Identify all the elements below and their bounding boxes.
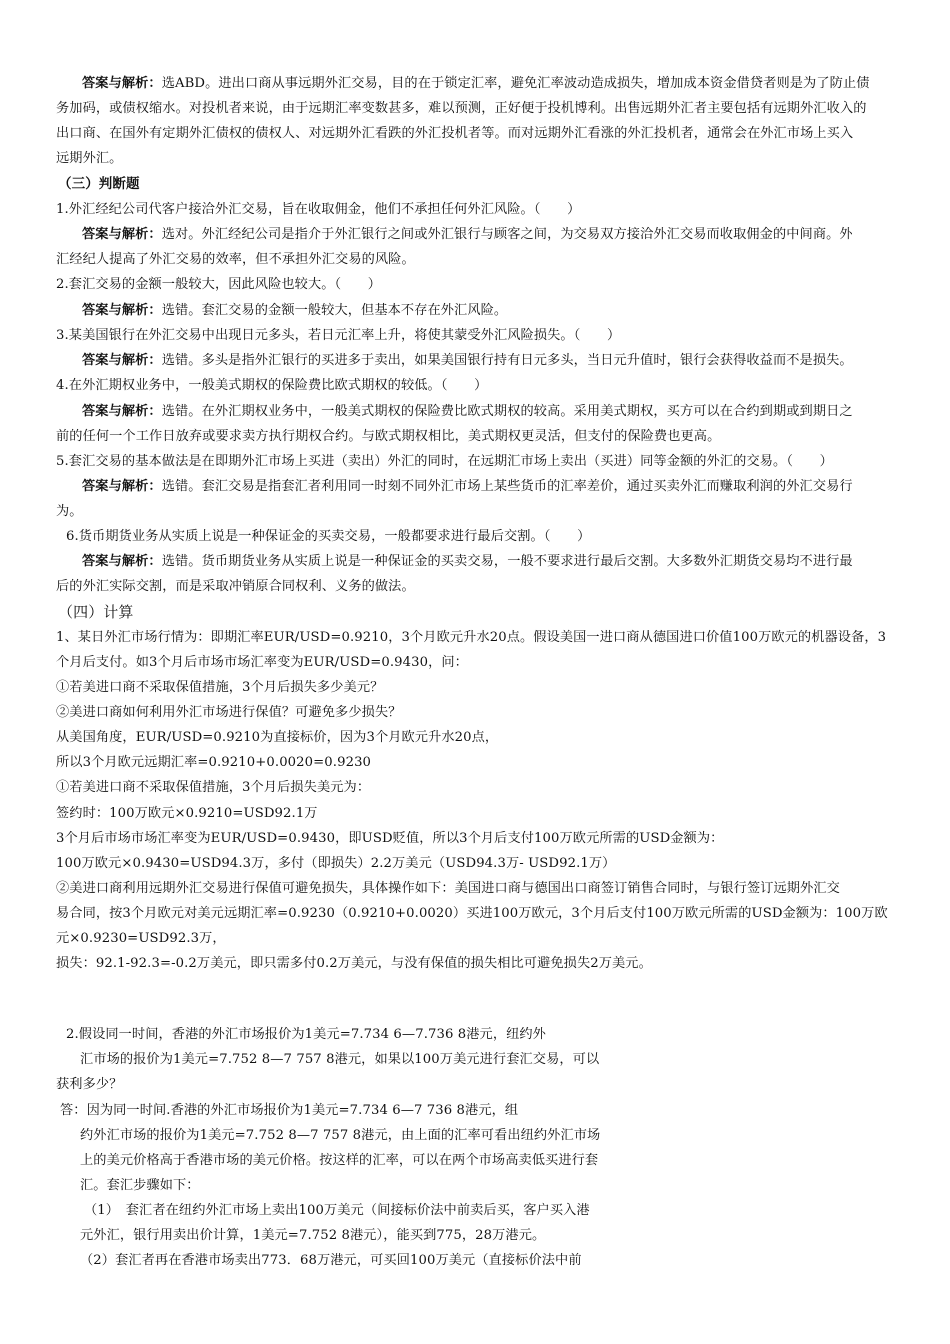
answer-text: 选对。外汇经纪公司是指介于外汇银行之间或外汇银行与顾客之间，为交易双方接洽外汇交易而收取佣金的中间商。外 (161, 227, 853, 242)
calc1-line: 元×0.9230=USD92.3万， (56, 931, 226, 946)
calc2-line: 汇市场的报价为1美元=7.752 8—7 757 8港元，如果以100万美元进行套汇交易，可以 (80, 1052, 600, 1067)
answer-text: 选ABD。进出口商从事远期外汇交易，目的在于锁定汇率，避免汇率波动造成损失，增加成本资金借贷者则是为了防止债 (161, 76, 870, 91)
answer-label: 答案与解析： (82, 554, 162, 569)
answer-2-line-1 (82, 301, 507, 321)
answer-5-line-2: 为。 (56, 504, 83, 519)
calc2-line: （2）套汇者再在香港市场卖出773．68万港元，可买回100万美元（直接标价法中前 (80, 1253, 582, 1268)
calc2-line: （1） 套汇者在纽约外汇市场上卖出100万美元（间接标价法中前卖后买，客户买入港 (84, 1203, 590, 1218)
calc1-line: 从美国角度，EUR/USD=0.9210为直接标价，因为3个月欧元升水20点， (56, 730, 499, 745)
section-heading-calc: （四）计算 (58, 603, 134, 621)
answer-label: 答案与解析： (82, 227, 162, 242)
question-1: 1.外汇经纪公司代客户接洽外汇交易，旨在收取佣金，他们不承担任何外汇风险。（ ） (56, 202, 581, 217)
calc1-line: 签约时：100万欧元×0.9210=USD92.1万 (56, 806, 318, 821)
calc1-line: 易合同，按3个月欧元对美元远期汇率=0.9230（0.9210+0.0020）买进100万欧元，3个月后支付100万欧元所需的USD金额为：100万欧 (56, 906, 888, 921)
calc1-line: 个月后支付。如3个月后市场市场汇率变为EUR/USD=0.9430，问： (56, 655, 468, 670)
answer-4-line-2: 前的任何一个工作日放弃或要求卖方执行期权合约。与欧式期权相比，美式期权更灵活，但支付的保险费也更高。 (56, 429, 721, 444)
answer-text: 选错。套汇交易的金额一般较大，但基本不存在外汇风险。 (161, 303, 508, 318)
answer-top-line-4: 远期外汇。 (56, 151, 123, 166)
calc2-line: 约外汇市场的报价为1美元=7.752 8—7 757 8港元，由上面的汇率可看出纽约外汇市场 (80, 1128, 601, 1143)
answer-1-line-2: 汇经纪人提高了外汇交易的效率，但不承担外汇交易的风险。 (56, 252, 415, 267)
question-5: 5.套汇交易的基本做法是在即期外汇市场上买进（卖出）外汇的同时，在远期汇市场上卖出（买进）同等金额的外汇的交易。（ ） (56, 454, 833, 469)
calc2-line: 上的美元价格高于香港市场的美元价格。按这样的汇率，可以在两个市场高卖低买进行套 (80, 1153, 599, 1168)
calc1-line: ①若美进口商不采取保值措施，3个月后损失多少美元？ (56, 680, 384, 695)
answer-label: 答案与解析： (82, 404, 162, 419)
calc1-line: 100万欧元×0.9430=USD94.3万，多付（即损失）2.2万美元（USD94.3万- USD92.1万） (56, 856, 616, 871)
answer-text: 选错。在外汇期权业务中，一般美式期权的保险费比欧式期权的较高。采用美式期权，买方可以在合约到期或到期日之 (161, 404, 853, 419)
answer-3-line-1 (82, 351, 853, 371)
calc1-line: ②美进口商如何利用外汇市场进行保值？可避免多少损失？ (56, 705, 402, 720)
answer-4-line-1 (82, 402, 853, 422)
answer-label: 答案与解析： (82, 76, 162, 91)
calc1-line: 1、某日外汇市场行情为：即期汇率EUR/USD=0.9210，3个月欧元升水20点。假设美国一进口商从德国进口价值100万欧元的机器设备，3 (56, 630, 887, 645)
calc1-line: ②美进口商利用远期外汇交易进行保值可避免损失，具体操作如下：美国进口商与德国出口商签订销售合同时，与银行签订远期外汇交 (56, 881, 840, 896)
answer-label: 答案与解析： (82, 479, 162, 494)
calc2-line: 2.假设同一时间，香港的外汇市场报价为1美元=7.734 6—7.736 8港元，纽约外 (66, 1027, 546, 1042)
question-4: 4.在外汇期权业务中，一般美式期权的保险费比欧式期权的较低。（ ） (56, 378, 488, 393)
answer-label: 答案与解析： (82, 353, 162, 368)
question-3: 3.某美国银行在外汇交易中出现日元多头，若日元汇率上升，将使其蒙受外汇风险损失。（ ） (56, 328, 621, 343)
answer-text: 选错。多头是指外汇银行的买进多于卖出，如果美国银行持有日元多头，当日元升值时，银行会获得收益而不是损失。 (161, 353, 853, 368)
calc2-line: 元外汇，银行用卖出价计算，1美元=7.752 8港元），能买到775，28万港元。 (80, 1228, 546, 1243)
calc2-line: 答：因为同一时间.香港的外汇市场报价为1美元=7.734 6—7 736 8港元，组 (60, 1103, 519, 1118)
answer-label: 答案与解析： (82, 303, 162, 318)
answer-1-line-1 (82, 225, 853, 245)
question-2: 2.套汇交易的金额一般较大，因此风险也较大。（ ） (56, 277, 382, 292)
answer-top-line-3: 出口商、在国外有定期外汇债权的债权人、对远期外汇看跌的外汇投机者等。而对远期外汇看涨的外汇投机者，通常会在外汇市场上买入 (56, 126, 854, 141)
calc1-line: ①若美进口商不采取保值措施，3个月后损失美元为： (56, 780, 371, 795)
answer-top-line-2: 务加码，或债权缩水。对投机者来说，由于远期汇率变数甚多，难以预测，正好便于投机博利。出售远期外汇者主要包括有远期外汇收入的 (56, 101, 867, 116)
calc1-line: 所以3个月欧元远期汇率=0.9210+0.0020=0.9230 (56, 755, 372, 770)
answer-5-line-1 (82, 477, 853, 497)
calc2-line: 汇。套汇步骤如下： (80, 1178, 200, 1193)
calc1-line: 3个月后市场市场汇率变为EUR/USD=0.9430，即USD贬值，所以3个月后支付100万欧元所需的USD金额为： (56, 831, 724, 846)
calc1-line: 损失：92.1-92.3=-0.2万美元，即只需多付0.2万美元，与没有保值的损失相比可避免损失2万美元。 (56, 956, 652, 971)
answer-6-line-1 (82, 552, 853, 572)
answer-6-line-2: 后的外汇实际交割，而是采取冲销原合同权利、义务的做法。 (56, 579, 415, 594)
question-6: 6.货币期货业务从实质上说是一种保证金的买卖交易，一般都要求进行最后交割。（ ） (66, 529, 591, 544)
answer-top-line-1 (82, 74, 869, 94)
answer-text: 选错。套汇交易是指套汇者利用同一时刻不同外汇市场上某些货币的汇率差价，通过买卖外汇而赚取利润的外汇交易行 (161, 479, 853, 494)
answer-text: 选错。货币期货业务从实质上说是一种保证金的买卖交易，一般不要求进行最后交割。大多数外汇期货交易均不进行最 (161, 554, 853, 569)
calc2-line: 获利多少？ (56, 1077, 123, 1092)
section-heading-judge: （三）判断题 (58, 176, 140, 192)
